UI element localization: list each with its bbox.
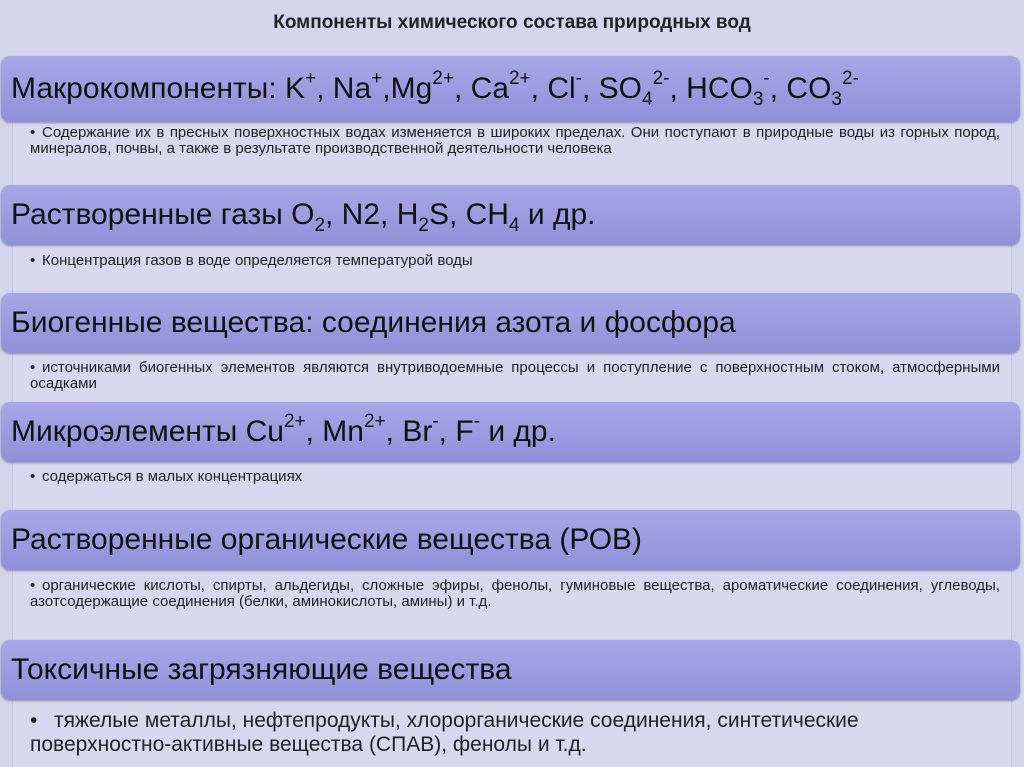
header-text: Растворенные газы $O_2$, N2, $H_2S$, $CH_4$ и др. [11,198,596,236]
bullet-icon: • [30,577,36,594]
page-title: Компоненты химического состава природных вод [273,12,751,33]
section-text-biogenic: • источниками биогенных элементов являются внутриводоемные процессы и поступление с поверхностным стоком, атмосферными осадками [30,359,1000,392]
bullet-icon: • [30,359,36,376]
bullet-icon: • [30,468,36,485]
header-text: Токсичные загрязняющие вещества [11,653,512,686]
section-body-micro [12,458,1012,512]
bullet-icon: • [30,709,38,732]
section-text-organic: • органические кислоты, спирты, альдегиды, сложные эфиры, фенолы, гуминовые вещества, ароматические соединения, углеводы, азотсодержащие соединения (белки, аминокислоты, амины) и т.д. [30,577,1000,610]
bullet-icon: • [30,124,36,141]
section-header-toxic [1,640,1020,700]
section-header-biogenic [1,293,1020,353]
section-header-macro [1,56,1020,122]
section-text-toxic: • тяжелые металлы, нефтепродукты, хлорорганические соединения, синтетические поверхностно-активные вещества (СПАВ), фенолы и т.д. [30,709,859,756]
section-text-macro: • Содержание их в пресных поверхностных водах изменяется в широких пределах. Они поступают в природные воды из горных пород, минералов, почвы, а также в результате производственной деятельности человека [30,124,1000,157]
section-text-micro: • содержаться в малых концентрациях [30,468,303,485]
section-header-micro [1,402,1020,462]
section-text-gases: • Концентрация газов в воде определяется температурой воды [30,252,473,269]
section-header-organic [1,510,1020,570]
header-text: Биогенные вещества: соединения азота и фосфора [11,306,736,339]
header-text: Макрокомпоненты: K+, $Na^+,Mg^{2+}$, $Ca^{2+}$, Cl-, $SO_4^{2-}$, $HCO_3^-$, $CO_3^{2-}$ [11,68,859,110]
header-text: Растворенные органические вещества (РОВ) [11,523,643,556]
header-text: Микроэлементы $Cu^{2+}$, $Mn^{2+}$, Br-, F- и др. [11,411,556,448]
bullet-icon: • [30,252,36,269]
section-header-gases [1,185,1020,245]
